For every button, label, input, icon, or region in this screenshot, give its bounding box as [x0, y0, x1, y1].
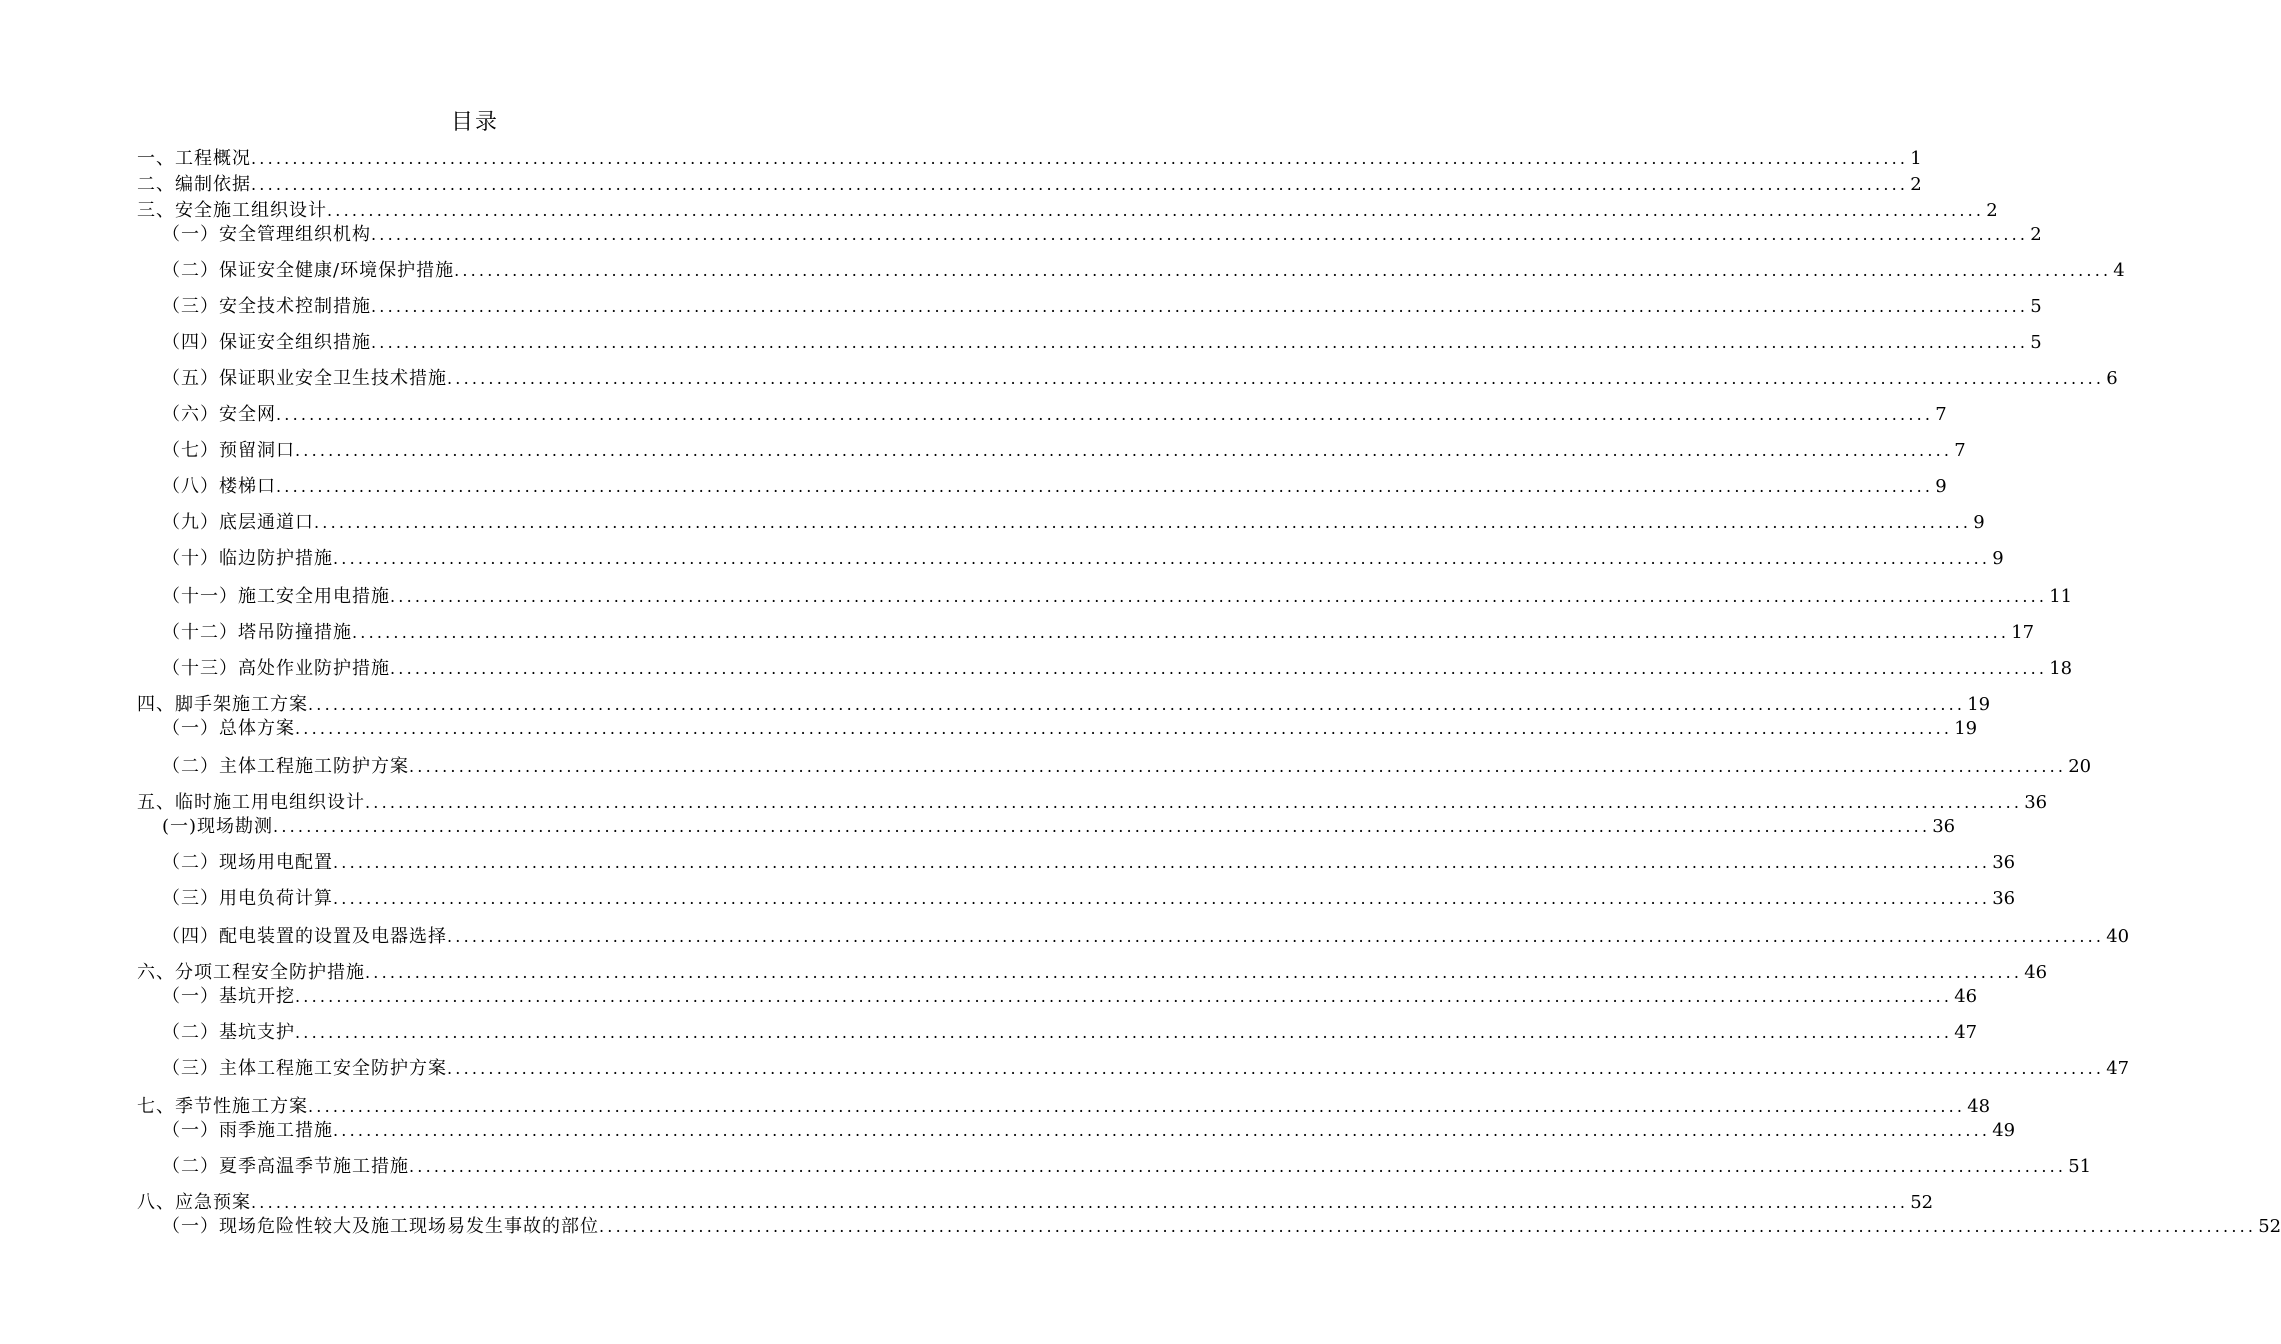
toc-entry-title: （二）基坑支护: [162, 1022, 295, 1043]
toc-page-number: 36: [1932, 816, 1956, 837]
toc-page-number: 7: [1935, 404, 1947, 425]
toc-page-number: 5: [2030, 296, 2042, 317]
toc-page-number: 20: [2068, 756, 2092, 777]
toc-entry[interactable]: [162, 851, 2016, 875]
toc-leader-dots: ........................................................................................................................................................................................................: [447, 1059, 2105, 1078]
toc-entry-title: 二、编制依据: [137, 174, 251, 195]
toc-entry[interactable]: [162, 223, 2042, 247]
toc-entry[interactable]: [137, 147, 1922, 171]
toc-leader-dots: ........................................................................................................................................................................................................: [371, 297, 2029, 316]
toc-entry-title: （四）保证安全组织措施: [162, 332, 371, 353]
toc-leader-dots: ........................................................................................................................................................................................................: [276, 405, 1934, 424]
toc-entry-title: （四）配电装置的设置及电器选择: [162, 926, 447, 947]
toc-leader-dots: ........................................................................................................................................................................................................: [327, 201, 1985, 220]
toc-page-number: 18: [2049, 658, 2073, 679]
toc-leader-dots: ........................................................................................................................................................................................................: [295, 1023, 1953, 1042]
toc-page-number: 6: [2106, 368, 2118, 389]
toc-entry[interactable]: [162, 585, 2073, 609]
toc-entry-title: 七、季节性施工方案: [137, 1096, 308, 1117]
toc-entry-title: 六、分项工程安全防护措施: [137, 962, 365, 983]
toc-entry-title: （八）楼梯口: [162, 476, 276, 497]
toc-entry[interactable]: [162, 511, 1985, 535]
toc-page-number: 4: [2113, 260, 2125, 281]
toc-leader-dots: ........................................................................................................................................................................................................: [308, 695, 1966, 714]
toc-leader-dots: ........................................................................................................................................................................................................: [409, 1157, 2067, 1176]
toc-entry[interactable]: [162, 985, 1978, 1009]
toc-entry[interactable]: [162, 1057, 2130, 1081]
toc-leader-dots: ........................................................................................................................................................................................................: [308, 1097, 1966, 1116]
toc-entry[interactable]: [137, 1191, 1934, 1215]
toc-entry-title: （三）安全技术控制措施: [162, 296, 371, 317]
toc-entry-title: （十三）高处作业防护措施: [162, 658, 390, 679]
toc-entry-title: 五、临时施工用电组织设计: [137, 792, 365, 813]
toc-entry-title: 一、工程概况: [137, 148, 251, 169]
toc-leader-dots: ........................................................................................................................................................................................................: [365, 963, 2023, 982]
page-title: 目录: [450, 110, 499, 135]
toc-entry-title: （三）主体工程施工安全防护方案: [162, 1058, 447, 1079]
toc-entry[interactable]: [162, 1155, 2092, 1179]
toc-page-number: 36: [1992, 888, 2016, 909]
toc-entry[interactable]: [162, 887, 2016, 911]
toc-leader-dots: ........................................................................................................................................................................................................: [333, 1121, 1991, 1140]
toc-entry-title: （一）现场危险性较大及施工现场易发生事故的部位: [162, 1216, 599, 1237]
toc-entry[interactable]: [137, 173, 1922, 197]
toc-leader-dots: ........................................................................................................................................................................................................: [409, 757, 2067, 776]
toc-entry[interactable]: [137, 199, 1998, 223]
toc-entry[interactable]: [162, 621, 2035, 645]
toc-entry-title: 八、应急预案: [137, 1192, 251, 1213]
toc-leader-dots: ........................................................................................................................................................................................................: [447, 927, 2105, 946]
toc-leader-dots: ........................................................................................................................................................................................................: [371, 333, 2029, 352]
toc-entry-title: （十一）施工安全用电措施: [162, 586, 390, 607]
toc-entry[interactable]: [162, 547, 2004, 571]
toc-entry[interactable]: [162, 1021, 1978, 1045]
toc-page-number: 48: [1967, 1096, 1991, 1117]
toc-entry[interactable]: [137, 961, 2048, 985]
toc-leader-dots: ........................................................................................................................................................................................................: [599, 1217, 2257, 1236]
toc-entry-title: （三）用电负荷计算: [162, 888, 333, 909]
toc-leader-dots: ........................................................................................................................................................................................................: [333, 889, 1991, 908]
toc-page-number: 40: [2106, 926, 2130, 947]
toc-entry[interactable]: [162, 1119, 2016, 1143]
toc-leader-dots: ........................................................................................................................................................................................................: [251, 149, 1909, 168]
toc-leader-dots: ........................................................................................................................................................................................................: [333, 853, 1991, 872]
toc-page-number: 51: [2068, 1156, 2092, 1177]
toc-entry-title: （六）安全网: [162, 404, 276, 425]
toc-entry-title: （一）雨季施工措施: [162, 1120, 333, 1141]
toc-leader-dots: ........................................................................................................................................................................................................: [352, 623, 2010, 642]
toc-page-number: 1: [1910, 148, 1922, 169]
toc-leader-dots: ........................................................................................................................................................................................................: [454, 261, 2112, 280]
toc-entry-title: （二）夏季高温季节施工措施: [162, 1156, 409, 1177]
toc-leader-dots: ........................................................................................................................................................................................................: [295, 441, 1953, 460]
toc-entry[interactable]: [137, 1095, 1991, 1119]
toc-page-number: 11: [2049, 586, 2073, 607]
toc-page-number: 5: [2030, 332, 2042, 353]
toc-entry-title: （二）现场用电配置: [162, 852, 333, 873]
toc-entry[interactable]: [162, 259, 2125, 283]
toc-leader-dots: ........................................................................................................................................................................................................: [295, 987, 1953, 1006]
toc-entry[interactable]: [162, 403, 1947, 427]
toc-leader-dots: ........................................................................................................................................................................................................: [447, 369, 2105, 388]
toc-entry-title: （十二）塔吊防撞措施: [162, 622, 352, 643]
toc-entry-title: （七）预留洞口: [162, 440, 295, 461]
toc-page-number: 19: [1954, 718, 1978, 739]
toc-page-number: 36: [1992, 852, 2016, 873]
toc-entry[interactable]: [162, 657, 2073, 681]
toc-entry-title: （一）安全管理组织机构: [162, 224, 371, 245]
toc-leader-dots: ........................................................................................................................................................................................................: [314, 513, 1972, 532]
toc-leader-dots: ........................................................................................................................................................................................................: [273, 817, 1931, 836]
toc-page-number: 9: [1935, 476, 1947, 497]
toc-page-number: 2: [1986, 200, 1998, 221]
toc-page-number: 36: [2024, 792, 2048, 813]
toc-entry[interactable]: [137, 693, 1991, 717]
toc-entry[interactable]: [137, 791, 2048, 815]
toc-page-number: 2: [2030, 224, 2042, 245]
toc-entry[interactable]: [162, 331, 2042, 355]
toc-entry[interactable]: [162, 475, 1947, 499]
toc-entry-title: (一)现场勘测: [162, 816, 274, 837]
toc-page-number: 46: [2024, 962, 2048, 983]
toc-entry-title: （十）临边防护措施: [162, 548, 333, 569]
toc-entry-title: 三、安全施工组织设计: [137, 200, 327, 221]
toc-entry[interactable]: [162, 367, 2118, 391]
toc-leader-dots: ........................................................................................................................................................................................................: [251, 1193, 1909, 1212]
toc-page-number: 47: [1954, 1022, 1978, 1043]
toc-page-number: 19: [1967, 694, 1991, 715]
toc-page-number: 47: [2106, 1058, 2130, 1079]
toc-entry[interactable]: [162, 925, 2130, 949]
toc-page-number: 17: [2011, 622, 2035, 643]
toc-page-number: 2: [1910, 174, 1922, 195]
toc-entry[interactable]: [162, 815, 1956, 839]
toc-leader-dots: ........................................................................................................................................................................................................: [390, 587, 2048, 606]
toc-page-number: 46: [1954, 986, 1978, 1007]
toc-leader-dots: ........................................................................................................................................................................................................: [276, 477, 1934, 496]
toc-page-number: 9: [1973, 512, 1985, 533]
toc-leader-dots: ........................................................................................................................................................................................................: [371, 225, 2029, 244]
toc-entry-title: （九）底层通道口: [162, 512, 314, 533]
toc-entry[interactable]: [162, 717, 1978, 741]
toc-page-number: 52: [2258, 1216, 2281, 1237]
toc-leader-dots: ........................................................................................................................................................................................................: [333, 549, 1991, 568]
toc-entry-title: （一）总体方案: [162, 718, 295, 739]
toc-page-number: 49: [1992, 1120, 2016, 1141]
toc-entry-title: （二）主体工程施工防护方案: [162, 756, 409, 777]
toc-page-number: 9: [1992, 548, 2004, 569]
toc-leader-dots: ........................................................................................................................................................................................................: [390, 659, 2048, 678]
toc-entry[interactable]: [162, 295, 2042, 319]
toc-entry-title: 四、脚手架施工方案: [137, 694, 308, 715]
toc-entry-title: （二）保证安全健康/环境保护措施: [162, 260, 455, 281]
toc-entry-title: （五）保证职业安全卫生技术措施: [162, 368, 447, 389]
toc-page-number: 52: [1910, 1192, 1934, 1213]
toc-leader-dots: ........................................................................................................................................................................................................: [295, 719, 1953, 738]
toc-leader-dots: ........................................................................................................................................................................................................: [251, 175, 1909, 194]
toc-leader-dots: ........................................................................................................................................................................................................: [365, 793, 2023, 812]
toc-entry[interactable]: [162, 755, 2092, 779]
toc-page-number: 7: [1954, 440, 1966, 461]
toc-entry-title: （一）基坑开挖: [162, 986, 295, 1007]
toc-entry[interactable]: [162, 439, 1966, 463]
toc-entry[interactable]: [162, 1215, 2281, 1239]
